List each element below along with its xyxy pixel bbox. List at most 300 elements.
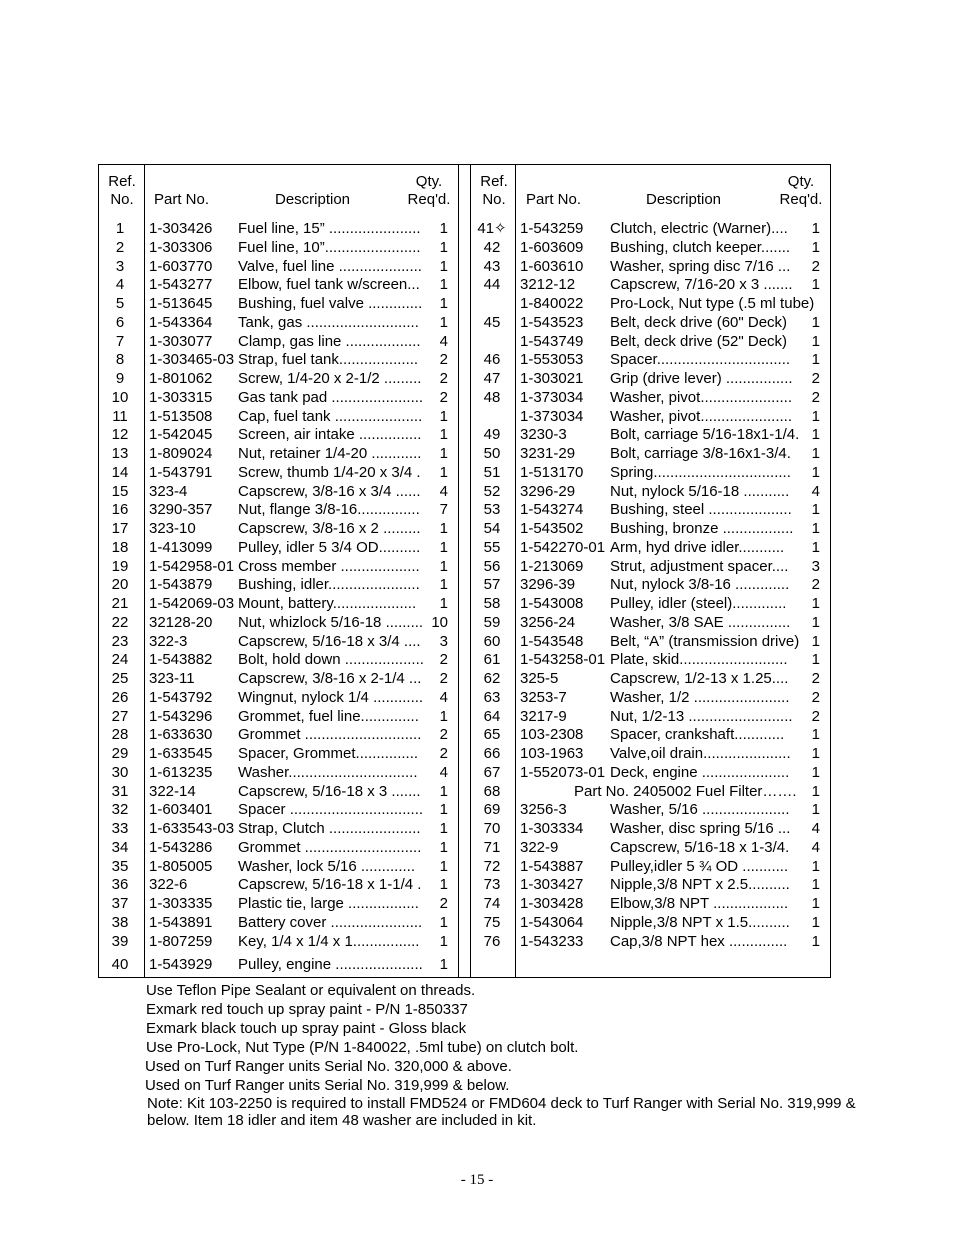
part-number: 1-303335: [149, 895, 213, 912]
ref-number: 34: [111, 838, 129, 856]
part-number: 323-10: [149, 520, 196, 537]
part-description: Screen, air intake ...............: [238, 426, 422, 444]
ref-no-header: [476, 173, 512, 209]
part-description: Nipple,3/8 NPT x 2.5..........: [610, 876, 790, 894]
part-description: Pulley,idler 5 ¾ OD ...........: [610, 857, 789, 875]
ref-number: 38: [111, 913, 129, 931]
part-description: Pulley, idler 5 3/4 OD..........: [238, 538, 421, 556]
part-number: 1-303077: [149, 332, 213, 350]
part-number: 1-543064: [520, 913, 584, 931]
part-description: Plate, skid..........................: [610, 651, 788, 669]
quantity: 4: [439, 763, 448, 781]
ref-header-line1: Ref.: [108, 173, 136, 190]
qty-header-line1: Qty.: [415, 173, 443, 190]
quantity: 4: [439, 332, 448, 350]
part-number: 103-2308: [520, 726, 584, 744]
part-number: 3217-9: [520, 707, 567, 725]
part-description: Capscrew, 3/8-16 x 2-1/4 ...: [238, 670, 422, 687]
part-description: Washer, 5/16 .....................: [610, 801, 790, 819]
quantity: 2: [811, 688, 820, 706]
part-number: 1-303315: [149, 388, 213, 406]
part-number: 1-552073-01: [520, 763, 606, 781]
ref-number: 13: [111, 445, 129, 462]
quantity: 2: [811, 257, 820, 275]
part-description: Arm, hyd drive idler...........: [610, 538, 785, 556]
part-number: 1-633543-03: [149, 820, 235, 837]
part-description: Fuel line, 10”.......................: [238, 238, 421, 256]
part-number: 1-543258-01: [520, 651, 606, 669]
part-description: Spacer................................: [610, 351, 791, 369]
part-number: 1-543792: [149, 688, 213, 706]
quantity: 1: [439, 426, 448, 444]
quantity: 1: [439, 876, 448, 894]
ref-number: 31: [111, 782, 129, 800]
footnote: Exmark black touch up spray paint - Gloss black: [146, 1020, 467, 1037]
quantity: 1: [439, 576, 448, 594]
column-divider: [144, 164, 145, 978]
qty-header: [404, 173, 454, 209]
part-description: Washer, pivot......................: [610, 407, 792, 425]
part-description: Capscrew, 1/2-13 x 1.25....: [610, 670, 789, 687]
part-description: Pulley, engine .....................: [238, 956, 423, 974]
quantity: 2: [439, 388, 448, 406]
part-description: Key, 1/4 x 1/4 x 1................: [238, 932, 420, 950]
part-number: 1-413099: [149, 538, 213, 556]
quantity: 4: [811, 820, 820, 837]
quantity: 1: [439, 238, 448, 256]
part-description: Capscrew, 7/16-20 x 3 .......: [610, 276, 793, 294]
quantity: 2: [811, 707, 820, 725]
ref-number: 21: [111, 595, 129, 612]
quantity: 1: [439, 313, 448, 331]
part-number: 1-303334: [520, 820, 584, 837]
quantity: 1: [811, 407, 820, 425]
ref-number: 47: [483, 370, 501, 387]
part-number: 3296-29: [520, 482, 576, 500]
ref-number: 40: [111, 956, 129, 974]
part-description: Nut, nylock 3/8-16 .............: [610, 576, 790, 594]
part-description: Nut, flange 3/8-16...............: [238, 501, 420, 519]
ref-number: 28: [111, 726, 129, 744]
quantity: 1: [439, 295, 448, 312]
quantity: 2: [811, 576, 820, 594]
ref-number: 10: [111, 388, 129, 406]
part-description: Pulley, idler (steel).............: [610, 595, 787, 612]
footnote: Use Teflon Pipe Sealant or equivalent on threads.: [146, 982, 476, 999]
ref-number: 33: [111, 820, 129, 837]
footnote: Use Pro-Lock, Nut Type (P/N 1-840022, .5ml tube) on clutch bolt.: [146, 1039, 579, 1056]
quantity: 1: [811, 932, 820, 950]
quantity: 1: [439, 956, 448, 974]
part-number: 1-543929: [149, 956, 213, 974]
part-number: 1-543548: [520, 632, 584, 650]
part-number: 1-543882: [149, 651, 213, 669]
part-number: 1-542045: [149, 426, 213, 444]
part-description: Spacer, Grommet...............: [238, 745, 419, 762]
part-number: 1-840022: [520, 295, 584, 312]
ref-number: 76: [483, 932, 501, 950]
part-description: Washer, disc spring 5/16 ...: [610, 820, 791, 837]
part-description: Grip (drive lever) ................: [610, 370, 793, 387]
quantity: 1: [439, 838, 448, 856]
ref-number: 25: [111, 670, 129, 687]
part-number: 1-543891: [149, 913, 213, 931]
quantity: 1: [811, 501, 820, 519]
footnote: Exmark red touch up spray paint - P/N 1-850337: [146, 1001, 468, 1018]
quantity: 1: [439, 801, 448, 819]
ref-number: 63: [483, 688, 501, 706]
part-number: 1-543233: [520, 932, 584, 950]
part-description: Grommet, fuel line..............: [238, 707, 419, 725]
part-number: 322-6: [149, 876, 188, 894]
quantity: 1: [811, 520, 820, 537]
ref-number: 36: [111, 876, 129, 894]
quantity: 4: [439, 482, 448, 500]
quantity: 3: [811, 557, 820, 575]
ref-number: 20: [111, 576, 129, 594]
quantity: 1: [439, 407, 448, 425]
quantity: 1: [811, 351, 820, 369]
part-number: 1-303428: [520, 895, 584, 912]
part-description: Cross member ...................: [238, 557, 420, 575]
ref-number: 22: [111, 613, 129, 631]
ref-number: 12: [111, 426, 129, 444]
part-description: Strap, fuel tank...................: [238, 351, 419, 369]
part-description: Strut, adjustment spacer....: [610, 557, 789, 575]
quantity: 1: [439, 707, 448, 725]
quantity: 1: [811, 463, 820, 481]
part-description: Washer, 1/2 .......................: [610, 688, 790, 706]
part-number: 1-543791: [149, 463, 213, 481]
quantity: 2: [811, 388, 820, 406]
part-description: Nipple,3/8 NPT x 1.5..........: [610, 913, 790, 931]
part-description: Screw, thumb 1/4-20 x 3/4 .: [238, 463, 421, 481]
ref-number: 46: [483, 351, 501, 369]
quantity: 1: [811, 651, 820, 669]
quantity: 1: [811, 745, 820, 762]
part-description: Bushing, clutch keeper.......: [610, 238, 791, 256]
part-description: Cap, fuel tank .....................: [238, 407, 423, 425]
qty-header: [776, 173, 826, 209]
ref-number: 59: [483, 613, 501, 631]
part-number: 1-553053: [520, 351, 584, 369]
ref-number: 15: [111, 482, 129, 500]
part-number: 1-543008: [520, 595, 584, 612]
qty-header-line2: Req'd.: [407, 191, 451, 208]
quantity: 1: [439, 595, 448, 612]
part-number: 1-303465-03: [149, 351, 235, 369]
part-number: 1-603609: [520, 238, 584, 256]
part-number: 1-633630: [149, 726, 213, 744]
part-description: Capscrew, 5/16-18 x 1-3/4.: [610, 838, 790, 856]
part-description: Grommet ............................: [238, 838, 422, 856]
part-description: Valve, fuel line ....................: [238, 257, 422, 275]
ref-number: 73: [483, 876, 501, 894]
ref-number: 30: [111, 763, 129, 781]
ref-number: 18: [111, 538, 129, 556]
description-header: Description: [275, 191, 351, 208]
part-number: 1-807259: [149, 932, 213, 950]
ref-number: 37: [111, 895, 129, 912]
ref-number: 60: [483, 632, 501, 650]
quantity: 1: [439, 913, 448, 931]
part-description: Part No. 2405002 Fuel Filter…….: [574, 782, 797, 800]
quantity: 2: [439, 895, 448, 912]
part-number: 1-213069: [520, 557, 584, 575]
ref-number: 49: [483, 426, 501, 444]
quantity: 1: [811, 220, 820, 237]
part-number: 1-543502: [520, 520, 584, 537]
part-description: Belt, deck drive (60" Deck): [610, 313, 788, 331]
part-number: 322-14: [149, 782, 196, 800]
part-description: Nut, retainer 1/4-20 ............: [238, 445, 422, 462]
column-divider: [470, 164, 471, 978]
ref-number: 24: [111, 651, 129, 669]
ref-number: 71: [483, 838, 501, 856]
ref-header-line2: No.: [110, 191, 134, 208]
ref-number: 11: [112, 407, 128, 425]
part-number: 1-513508: [149, 407, 213, 425]
part-description: Washer, lock 5/16 .............: [238, 857, 416, 875]
ref-number: 70: [483, 820, 501, 837]
part-description: Capscrew, 3/8-16 x 2 .........: [238, 520, 421, 537]
part-number: 3290-357: [149, 501, 213, 519]
quantity: 2: [439, 670, 448, 687]
ref-header-line1: Ref.: [480, 173, 508, 190]
quantity: 3: [439, 632, 448, 650]
quantity: 2: [439, 726, 448, 744]
ref-number: 16: [111, 501, 129, 519]
part-number: 1-805005: [149, 857, 213, 875]
quantity: 1: [439, 932, 448, 950]
part-number: 3253-7: [520, 688, 567, 706]
quantity: 1: [439, 782, 448, 800]
part-number: 323-11: [149, 670, 195, 687]
part-number: 1-513645: [149, 295, 213, 312]
notes-section: [140, 981, 900, 1129]
part-description: Mount, battery....................: [238, 595, 417, 612]
ref-number: 45: [483, 313, 501, 331]
column-divider: [458, 164, 459, 978]
part-number: 1-543274: [520, 501, 584, 519]
ref-number: 58: [483, 595, 501, 612]
ref-number: 57: [483, 576, 501, 594]
ref-number: 3: [115, 257, 125, 275]
ref-number: 7: [115, 332, 125, 350]
part-number: 1-303021: [520, 370, 584, 387]
quantity: 1: [439, 276, 448, 294]
ref-number: 74: [483, 895, 501, 912]
part-number: 3231-29: [520, 445, 576, 462]
ref-number: 67: [483, 763, 501, 781]
ref-number: 54: [483, 520, 501, 537]
quantity: 1: [439, 520, 448, 537]
part-number: 3296-39: [520, 576, 576, 594]
quantity: 7: [439, 501, 448, 519]
part-number: 322-3: [149, 632, 188, 650]
quantity: 1: [811, 632, 820, 650]
quantity: 1: [439, 857, 448, 875]
quantity: 1: [439, 257, 448, 275]
part-description: Nut, nylock 5/16-18 ...........: [610, 482, 790, 500]
quantity: 1: [811, 426, 820, 444]
ref-number: 50: [483, 445, 501, 462]
part-description: Spacer, crankshaft............: [610, 726, 785, 744]
part-description: Wingnut, nylock 1/4 ............: [238, 688, 424, 706]
column-divider: [515, 164, 516, 978]
part-description: Screw, 1/4-20 x 2-1/2 .........: [238, 370, 422, 387]
part-description: Capscrew, 5/16-18 x 3 .......: [238, 782, 421, 800]
footnote: Used on Turf Ranger units Serial No. 320,000 & above.: [145, 1058, 512, 1075]
quantity: 1: [439, 220, 448, 237]
quantity: 1: [811, 332, 820, 350]
part-description: Capscrew, 5/16-18 x 1-1/4 .: [238, 876, 422, 894]
ref-number: 72: [483, 857, 501, 875]
part-number: 1-603770: [149, 257, 213, 275]
part-number: 3230-3: [520, 426, 567, 444]
part-number: 1-542069-03: [149, 595, 235, 612]
part-description: Elbow, fuel tank w/screen...: [238, 276, 420, 294]
quantity: 1: [811, 876, 820, 894]
quantity: 2: [811, 670, 820, 687]
ref-number: 53: [483, 501, 501, 519]
part-description: Belt, “A” (transmission drive): [610, 632, 800, 650]
part-description: Capscrew, 5/16-18 x 3/4 ....: [238, 632, 421, 650]
ref-number: 44: [483, 276, 501, 294]
part-description: Elbow,3/8 NPT ..................: [610, 895, 789, 912]
part-description: Deck, engine .....................: [610, 763, 790, 781]
part-number: 1-303427: [520, 876, 584, 894]
ref-number: 61: [483, 651, 501, 669]
quantity: 1: [811, 238, 820, 256]
quantity: 2: [439, 351, 448, 369]
part-description: Washer, spring disc 7/16 ...: [610, 257, 791, 275]
ref-number: 19: [111, 557, 129, 575]
part-number: 1-543523: [520, 313, 584, 331]
quantity: 1: [811, 313, 820, 331]
part-number: 1-373034: [520, 388, 584, 406]
part-description: Tank, gas ...........................: [238, 313, 419, 331]
ref-number: 68: [483, 782, 501, 800]
ref-number: 17: [111, 520, 129, 537]
qty-header-line2: Req'd.: [779, 191, 823, 208]
part-number: 1-603401: [149, 801, 213, 819]
part-number: 1-542270-01: [520, 538, 606, 556]
part-description: Gas tank pad ......................: [238, 388, 424, 406]
part-number: 1-513170: [520, 463, 584, 481]
part-description: Bolt, hold down ...................: [238, 651, 424, 669]
part-description: Bushing, bronze .................: [610, 520, 794, 537]
part-number: 1-543364: [149, 313, 213, 331]
part-description: Grommet ............................: [238, 726, 422, 744]
ref-number: 66: [483, 745, 501, 762]
ref-number: 14: [111, 463, 129, 481]
quantity: 2: [439, 651, 448, 669]
ref-number: 56: [483, 557, 501, 575]
part-number: 1-543296: [149, 707, 213, 725]
part-number: 3256-3: [520, 801, 567, 819]
ref-number: 51: [483, 463, 501, 481]
notes-list: [140, 981, 900, 1095]
footnote: Used on Turf Ranger units Serial No. 319,999 & below.: [145, 1077, 510, 1094]
kit-note: Note: Kit 103-2250 is required to install FMD524 or FMD604 deck to Turf Ranger with Serial No. 319,999 & below. Item 18 idler and item 48 washer are included in kit.: [147, 1095, 856, 1129]
ref-number: 1: [115, 220, 125, 237]
part-description: Plastic tie, large .................: [238, 895, 419, 912]
part-description: Bolt, carriage 5/16-18x1-1/4.: [610, 426, 800, 444]
ref-number: 4: [115, 276, 125, 294]
part-number: 3212-12: [520, 276, 576, 294]
quantity: 1: [811, 895, 820, 912]
ref-number: 8: [115, 351, 125, 369]
part-description: Bolt, carriage 3/8-16x1-3/4.: [610, 445, 791, 462]
part-description: Clamp, gas line ..................: [238, 332, 421, 350]
quantity: 1: [439, 463, 448, 481]
part-description: Belt, deck drive (52" Deck): [610, 332, 788, 350]
part-no-header: Part No.: [526, 191, 582, 208]
part-description: Battery cover ......................: [238, 913, 423, 931]
quantity: 1: [439, 820, 448, 837]
part-number: 1-613235: [149, 763, 213, 781]
quantity: 1: [811, 445, 820, 462]
quantity: 1: [811, 782, 820, 800]
part-number: 1-543879: [149, 576, 213, 594]
ref-number: 5: [115, 295, 125, 312]
ref-number: 32: [111, 801, 129, 819]
part-number: 1-809024: [149, 445, 213, 462]
part-number: 1-603610: [520, 257, 584, 275]
part-number: 1-633545: [149, 745, 213, 762]
ref-header-line2: No.: [482, 191, 506, 208]
quantity: 2: [439, 370, 448, 387]
quantity: 1: [811, 613, 820, 631]
part-description: Bushing, idler......................: [238, 576, 420, 594]
ref-number: 48: [483, 388, 501, 406]
quantity: 4: [811, 482, 820, 500]
quantity: 2: [439, 745, 448, 762]
part-number: 1-543749: [520, 332, 584, 350]
part-description: Nut, whizlock 5/16-18 .........: [238, 613, 424, 631]
part-number: 3256-24: [520, 613, 576, 631]
ref-number: 62: [483, 670, 501, 687]
quantity: 1: [811, 726, 820, 744]
quantity: 1: [811, 276, 820, 294]
part-number: 1-373034: [520, 407, 584, 425]
part-number: 1-801062: [149, 370, 213, 387]
part-number: 322-9: [520, 838, 559, 856]
description-header: Description: [646, 191, 722, 208]
quantity: 1: [811, 857, 820, 875]
part-number: 1-543277: [149, 276, 213, 294]
ref-number: 39: [111, 932, 129, 950]
part-description: Pro-Lock, Nut type (.5 ml tube): [610, 295, 815, 312]
part-description: Washer, 3/8 SAE ...............: [610, 613, 791, 631]
ref-number: 26: [111, 688, 129, 706]
part-description: Washer, pivot......................: [610, 388, 792, 406]
part-number: 32128-20: [149, 613, 213, 631]
part-description: Bushing, steel ....................: [610, 501, 792, 519]
part-number: 1-543259: [520, 220, 584, 237]
part-number: 1-303426: [149, 220, 213, 237]
ref-number: 2: [115, 238, 125, 256]
quantity: 2: [811, 370, 820, 387]
ref-number: 69: [483, 801, 501, 819]
ref-number: 65: [483, 726, 501, 744]
part-description: Spring.................................: [610, 463, 791, 481]
quantity: 4: [811, 838, 820, 856]
part-number: 1-542958-01: [149, 557, 235, 575]
part-description: Fuel line, 15” ......................: [238, 220, 421, 237]
ref-number: 43: [483, 257, 501, 275]
